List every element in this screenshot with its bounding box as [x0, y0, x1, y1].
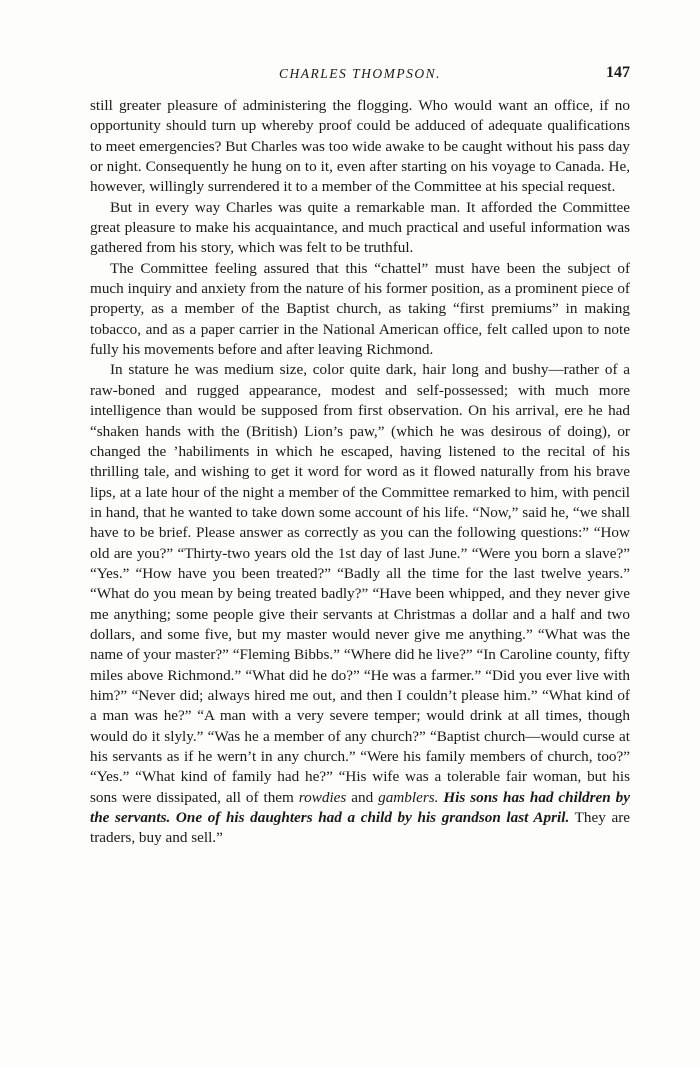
- paragraph-remarkable: But in every way Charles was quite a remarkable man. It afforded the Committee great pleasure to make his acquaintance, and much practical and useful information was gathered from his story, which was felt to be truthful.: [90, 198, 630, 257]
- page-number: 147: [606, 64, 630, 81]
- page-body: [90, 96, 630, 849]
- closing-sentence: They are traders, buy and sell.”: [90, 809, 631, 847]
- stature-main-text: In stature he was medium size, color quite dark, hair long and bushy—rather of a raw-boned and rugged appearance, modest and self-possessed; with much more intelligence than would be supposed from first observation. On his arrival, ere he had “shaken hands with the (British) Lion’s paw,” (which he was desirous of doing), or changed the ’habiliments in which he escaped, having listened to the recital of his thrilling tale, and wishing to get it word for word as it flowed naturally from his brave lips, at a late hour of the night a member of the Committee remarked to him, with pencil in hand, that he wanted to take down some account of his life. “Now,” said he, “we shall have to be brief. Please answer as correctly as you can the following questions:” “How old are you?” “Thirty-two years old the 1st day of last June.” “Were you born a slave?” “Yes.” “How have you been treated?” “Badly all the time for the last twelve years.” “What do you mean by being treated badly?” “Have been whipped, and they never give me anything; some people give their servants at Christmas a dollar and a half and two dollars, and some five, but my master would never give me anything.” “What was the name of your master?” “Fleming Bibbs.” “Where did he live?” “In Caroline county, fifty miles above Richmond.” “What did he do?” “He was a farmer.” “Did you ever live with him?” “Never did; always hired me out, and then I couldn’t please him.” “What kind of a man was he?” “A man with a very severe temper; would drink at all times, though would do it slyly.” “Was he a member of any church?” “Baptist church—would curse at his servants as if he wern’t in any church.” “Were his family members of church, too?” “Yes.” “What kind of family had he?” “His wife was a tolerable fair woman, but his sons were dissipated, all of them: [90, 361, 630, 806]
- paragraph-continuation: still greater pleasure of administering the flogging. Who would want an office, if no opportunity should turn up whereby proof could be adduced of adequate qualifications to meet emergencies? But Charles was too wide awake to be caught without his pass day or night. Consequently he hung on to it, even after starting on his voyage to Canada. He, however, willingly surrendered it to a member of the Committee at his special request.: [90, 97, 630, 196]
- word-gamblers: gamblers.: [378, 788, 439, 806]
- page-header: [90, 62, 630, 86]
- word-rowdies: rowdies: [298, 788, 347, 806]
- running-title: CHARLES THOMPSON.: [278, 66, 441, 81]
- word-and: and: [351, 788, 374, 806]
- italic-emphasis-sentence: His sons has had children by the servants. One of his daughters had a child by his grandson last April.: [90, 788, 630, 827]
- paragraph-stature: [90, 360, 630, 848]
- paragraph-chattel: The Committee feeling assured that this “chattel” must have been the subject of much inquiry and anxiety from the nature of his former position, as a prominent piece of property, as a member of the Baptist church, as taking “first premiums” in making tobacco, and as a paper carrier in the National American office, felt called upon to note fully his movements before and after leaving Richmond.: [90, 259, 630, 359]
